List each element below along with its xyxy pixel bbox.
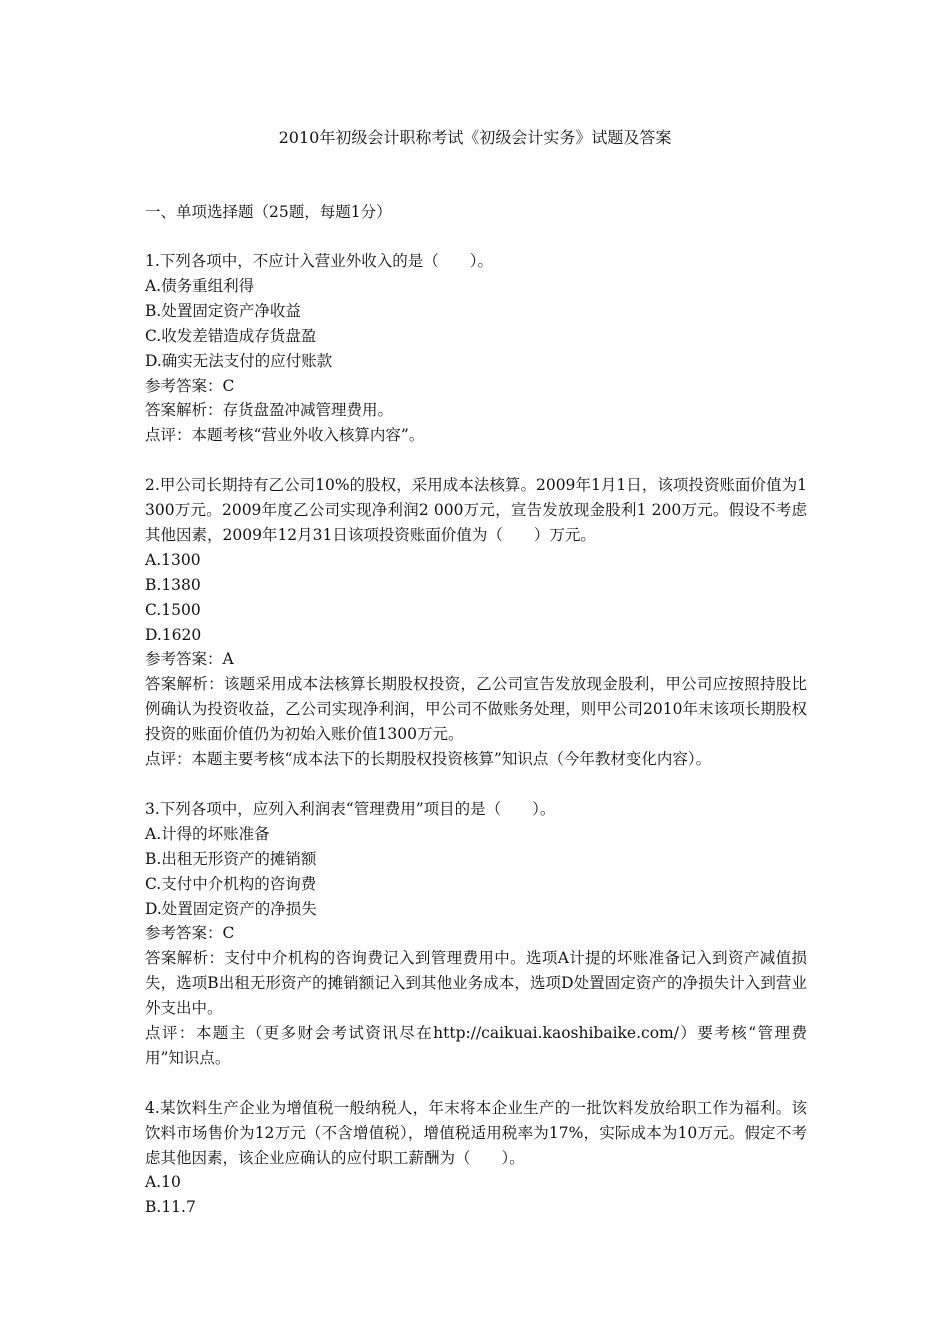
option-b: B.1380 bbox=[145, 575, 201, 594]
option-c: C.支付中介机构的咨询费 bbox=[145, 874, 317, 893]
option-d: D.1620 bbox=[145, 625, 202, 644]
option-b: B.处置固定资产净收益 bbox=[145, 301, 301, 320]
option-d: D.确实无法支付的应付账款 bbox=[145, 351, 333, 370]
comment: 点评：本题考核“营业外收入核算内容”。 bbox=[145, 426, 425, 445]
document-title: 2010年初级会计职称考试《初级会计实务》试题及答案 bbox=[278, 128, 672, 147]
question-stem: 2.甲公司长期持有乙公司10%的股权，采用成本法核算。2009年1月1日，该项投资账面价值为1 300万元。2009年度乙公司实现净利润2 000万元，宣告发放现金股利1 200万元。假设不考虑其他因素，2009年12月31日该项投资账面价值为（ ）万元。 bbox=[145, 476, 807, 544]
question-1 bbox=[145, 249, 807, 448]
option-a: A.计得的坏账准备 bbox=[145, 824, 270, 843]
option-d: D.处置固定资产的净损失 bbox=[145, 899, 317, 918]
option-a: A.10 bbox=[145, 1173, 181, 1192]
option-a: A.债务重组利得 bbox=[145, 276, 255, 295]
comment: 点评：本题主要考核“成本法下的长期股权投资核算”知识点（今年教材变化内容）。 bbox=[145, 750, 712, 769]
answer-analysis: 答案解析：支付中介机构的咨询费记入到管理费用中。选项A计提的坏账准备记入到资产减值损失，选项B出租无形资产的摊销额记入到其他业务成本，选项D处置固定资产的净损失计入到营业外支出中。 bbox=[145, 949, 807, 1018]
question-4 bbox=[145, 1096, 807, 1221]
option-a: A.1300 bbox=[145, 550, 201, 569]
answer-analysis: 答案解析：该题采用成本法核算长期股权投资，乙公司宣告发放现金股利，甲公司应按照持股比例确认为投资收益，乙公司实现净利润，甲公司不做账务处理，则甲公司2010年末该项长期股权投资的账面价值仍为初始入账价值1300万元。 bbox=[145, 675, 807, 744]
question-stem: 3.下列各项中，应列入利润表“管理费用”项目的是（ ）。 bbox=[145, 799, 556, 818]
option-c: C.收发差错造成存货盘盈 bbox=[145, 326, 317, 345]
comment: 点评：本题主（更多财会考试资讯尽在http://caikuai.kaoshibaike.com/）要考核“管理费用”知识点。 bbox=[145, 1024, 807, 1067]
question-2 bbox=[145, 473, 807, 772]
reference-answer: 参考答案：A bbox=[145, 650, 234, 669]
option-c: C.1500 bbox=[145, 600, 201, 619]
question-list bbox=[145, 249, 807, 1245]
answer-analysis: 答案解析：存货盘盈冲减管理费用。 bbox=[145, 401, 394, 420]
reference-answer: 参考答案：C bbox=[145, 376, 235, 395]
section-heading: 一、单项选择题（25题，每题1分） bbox=[145, 203, 392, 221]
option-b: B.出租无形资产的摊销额 bbox=[145, 849, 317, 868]
question-3 bbox=[145, 797, 807, 1071]
reference-answer: 参考答案：C bbox=[145, 924, 235, 943]
question-stem: 1.下列各项中，不应计入营业外收入的是（ ）。 bbox=[145, 252, 494, 270]
option-b: B.11.7 bbox=[145, 1198, 196, 1217]
question-stem: 4.某饮料生产企业为增值税一般纳税人，年末将本企业生产的一批饮料发放给职工作为福利。该饮料市场售价为12万元（不含增值税），增值税适用税率为17%，实际成本为10万元。假定不考虑其他因素，该企业应确认的应付职工薪酬为（ ）。 bbox=[145, 1098, 807, 1167]
